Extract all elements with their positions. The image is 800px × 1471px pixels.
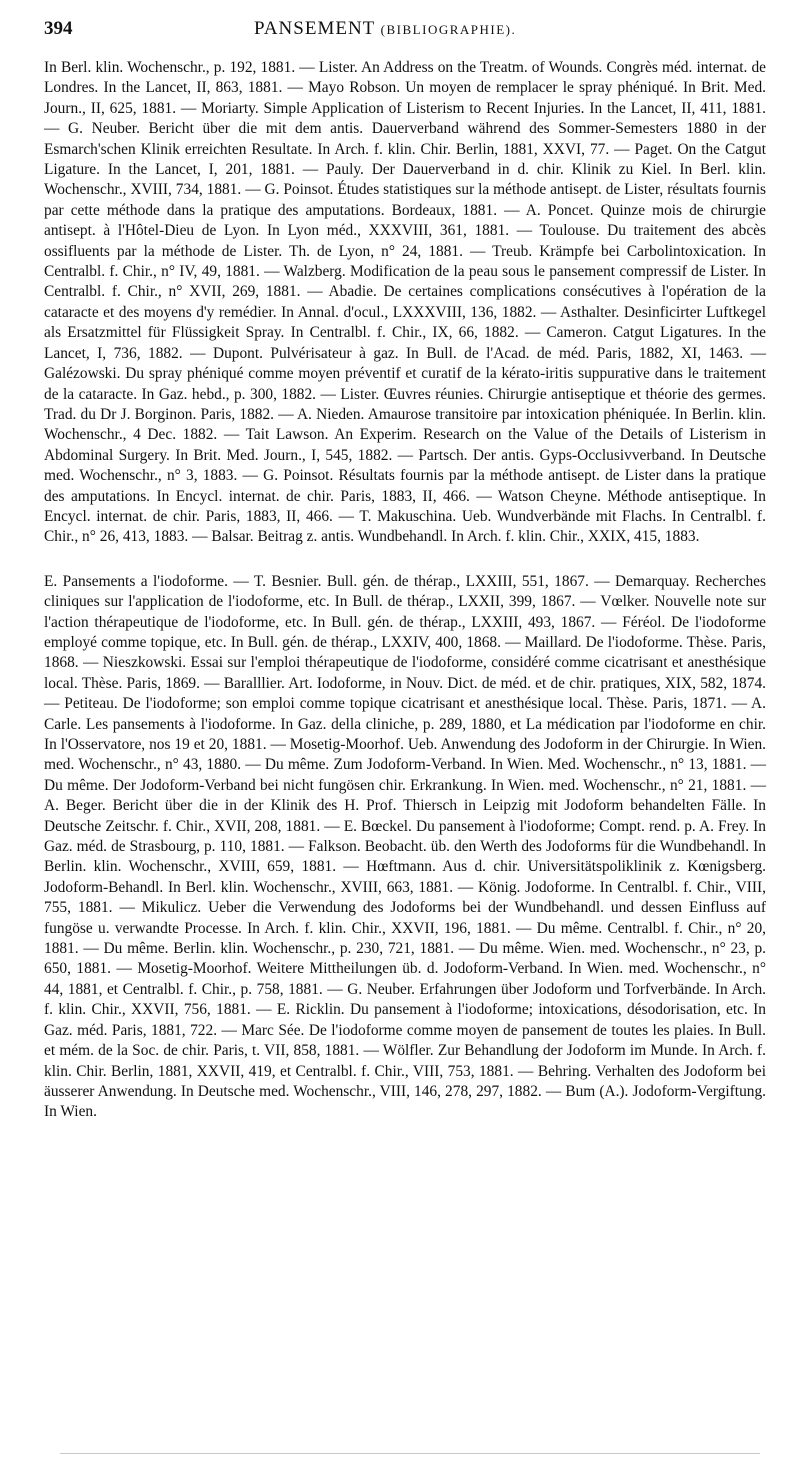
page-number: 394	[44, 18, 73, 39]
bibliography-paragraph-listerism: In Berl. klin. Wochenschr., p. 192, 1881. — Lister. An Address on the Treatm. of Wounds. Congrès méd. internat. de Londres. In the Lancet, II, 863, 1881. — Mayo Robson. Un moyen de remplacer le spray phéniqué. In Brit. Med. Journ., II, 625, 1881. — Moriarty. Simple Application of Listerism to Recent Injuries. In the Lancet, II, 411, 1881. — G. Neuber. Bericht über die mit dem antis. Dauerverband während des Sommer-Semesters 1880 in der Esmarch'schen Klinik erreichten Resultate. In Arch. f. klin. Chir. Berlin, 1881, XXVI, 77. — Paget. On the Catgut Ligature. In the Lancet, I, 201, 1881. — Pauly. Der Dauerverband in d. chir. Klinik zu Kiel. In Berl. klin. Wochenschr., XVIII, 734, 1881. — G. Poinsot. Études statistiques sur la méthode antisept. de Lister, résultats fournis par cette méthode dans la pratique des amputations. Bordeaux, 1881. — A. Poncet. Quinze mois de chirurgie antisept. à l'Hôtel-Dieu de Lyon. In Lyon méd., XXXVIII, 361, 1881. — Toulouse. Du traitement des abcès ossifluents par la méthode de Lister. Th. de Lyon, n° 24, 1881. — Treub. Krämpfe bei Carbolintoxication. In Centralbl. f. Chir., n° IV, 49, 1881. — Walzberg. Modification de la peau sous le pansement compressif de Lister. In Centralbl. f. Chir., n° XVII, 269, 1881. — Abadie. De certaines complications consécutives à l'opération de la cataracte et des moyens d'y remédier. In Annal. d'ocul., LXXXVIII, 136, 1882. — Asthalter. Desinficirter Luftkegel als Ersatzmittel für Flüssigkeit Spray. In Centralbl. f. Chir., IX, 66, 1882. — Cameron. Catgut Ligatures. In the Lancet, I, 736, 1882. — Dupont. Pulvérisateur à gaz. In Bull. de l'Acad. de méd. Paris, 1882, XI, 1463. — Galézowski. Du spray phéniqué comme moyen préventif et curatif de la kérato-iritis suppurative dans le traitement de la cataracte. In Gaz. hebd., p. 300, 1882. — Lister. Œuvres réunies. Chirurgie antiseptique et théorie des germes. Trad. du Dr J. Borginon. Paris, 1882. — A. Nieden. Amaurose transitoire par intoxication phéniquée. In Berlin. klin. Wochenschr., 4 Dec. 1882. — Tait Lawson. An Experim. Research on the Value of the Details of Listerism in Abdominal Surgery. In Brit. Med. Journ., I, 545, 1882. — Partsch. Der antis. Gyps-Occlusivverband. In Deutsche med. Wochenschr., n° 3, 1883. — G. Poinsot. Résultats fournis par la méthode antisept. de Lister dans la pratique des amputations. In Encycl. internat. de chir. Paris, 1883, II, 466. — Watson Cheyne. Méthode antiseptique. In Encycl. internat. de chir. Paris, 1883, II, 466. — T. Makuschina. Ueb. Wundverbände mit Flachs. In Centralbl. f. Chir., n° 26, 413, 1883. — Balsar. Beitrag z. antis. Wundbehandl. In Arch. f. klin. Chir., XXIX, 415, 1883.	[44, 59, 766, 546]
running-title	[254, 18, 516, 40]
bottom-rule	[60, 1453, 760, 1454]
running-title-sub: (BIBLIOGRAPHIE).	[380, 22, 517, 37]
bibliography-paragraph-iodoform: E. Pansements a l'iodoforme. — T. Besnier. Bull. gén. de thérap., LXXIII, 551, 1867. — Demarquay. Recherches cliniques sur l'application de l'iodoforme, etc. In Bull. de thérap., LXXII, 399, 1867. — Vœlker. Nouvelle note sur l'action thérapeutique de l'iodoforme, etc. In Bull. gén. de thérap., LXXIII, 493, 1867. — Féréol. De l'iodoforme employé comme topique, etc. In Bull. gén. de thérap., LXXIV, 400, 1868. — Maillard. De l'iodoforme. Thèse. Paris, 1868. — Nieszkowski. Essai sur l'emploi thérapeutique de l'iodoforme, considéré comme cicatrisant et anesthésique local. Thèse. Paris, 1869. — Baralllier. Art. Iodoforme, in Nouv. Dict. de méd. et de chir. pratiques, XIX, 582, 1874. — Petiteau. De l'iodoforme; son emploi comme topique cicatrisant et anesthésique local. Thèse. Paris, 1871. — A. Carle. Les pansements à l'iodoforme. In Gaz. della cliniche, p. 289, 1880, et La médication par l'iodoforme en chir. In l'Osservatore, nos 19 et 20, 1881. — Mosetig-Moorhof. Ueb. Anwendung des Jodoform in der Chirurgie. In Wien. med. Wochenschr., n° 43, 1880. — Du même. Zum Jodoform-Verband. In Wien. Med. Wochenschr., n° 13, 1881. — Du même. Der Jodoform-Verband bei nicht fungösen chir. Erkrankung. In Wien. med. Wochenschr., n° 21, 1881. — A. Beger. Bericht über die in der Klinik des H. Prof. Thiersch in Leipzig mit Jodoform behandelten Fälle. In Deutsche Zeitschr. f. Chir., XVII, 208, 1881. — E. Bœckel. Du pansement à l'iodoforme; Compt. rend. p. A. Frey. In Gaz. méd. de Strasbourg, p. 110, 1881. — Falkson. Beobacht. üb. den Werth des Jodoforms für die Wundbehandl. In Berlin. klin. Wochenschr., XVIII, 659, 1881. — Hœftmann. Aus d. chir. Universitätspoliklinik z. Kœnigsberg. Jodoform-Behandl. In Berl. klin. Wochenschr., XVIII, 663, 1881. — König. Jodoforme. In Centralbl. f. Chir., VIII, 755, 1881. — Mikulicz. Ueber die Verwendung des Jodoforms bei der Wundbehandl. und dessen Einfluss auf fungöse u. verwandte Processe. In Arch. f. klin. Chir., XXVII, 196, 1881. — Du même. Centralbl. f. Chir., n° 20, 1881. — Du même. Berlin. klin. Wochenschr., p. 230, 721, 1881. — Du même. Wien. med. Wochenschr., n° 23, p. 650, 1881. — Mosetig-Moorhof. Weitere Mittheilungen üb. d. Jodoform-Verband. In Wien. med. Wochenschr., n° 44, 1881, et Centralbl. f. Chir., p. 758, 1881. — G. Neuber. Erfahrungen über Jodoform und Torfverbände. In Arch. f. klin. Chir., XXVII, 756, 1881. — E. Ricklin. Du pansement à l'iodoforme; intoxications, désodorisation, etc. In Gaz. méd. Paris, 1881, 722. — Marc Sée. De l'iodoforme comme moyen de pansement de toutes les plaies. In Bull. et mém. de la Soc. de chir. Paris, t. VII, 858, 1881. — Wölfler. Zur Behandlung der Jodoform im Munde. In Arch. f. klin. Chir. Berlin, 1881, XXVII, 419, et Centralbl. f. Chir., VIII, 753, 1881. — Behring. Verhalten des Jodoform bei äusserer Anwendung. In Deutsche med. Wochenschr., VIII, 146, 278, 297, 1882. — Bum (A.). Jodoform-Vergiftung. In Wien.	[44, 572, 766, 1121]
page-header	[44, 18, 766, 52]
page	[44, 18, 766, 1138]
running-title-main: PANSEMENT	[254, 18, 375, 39]
